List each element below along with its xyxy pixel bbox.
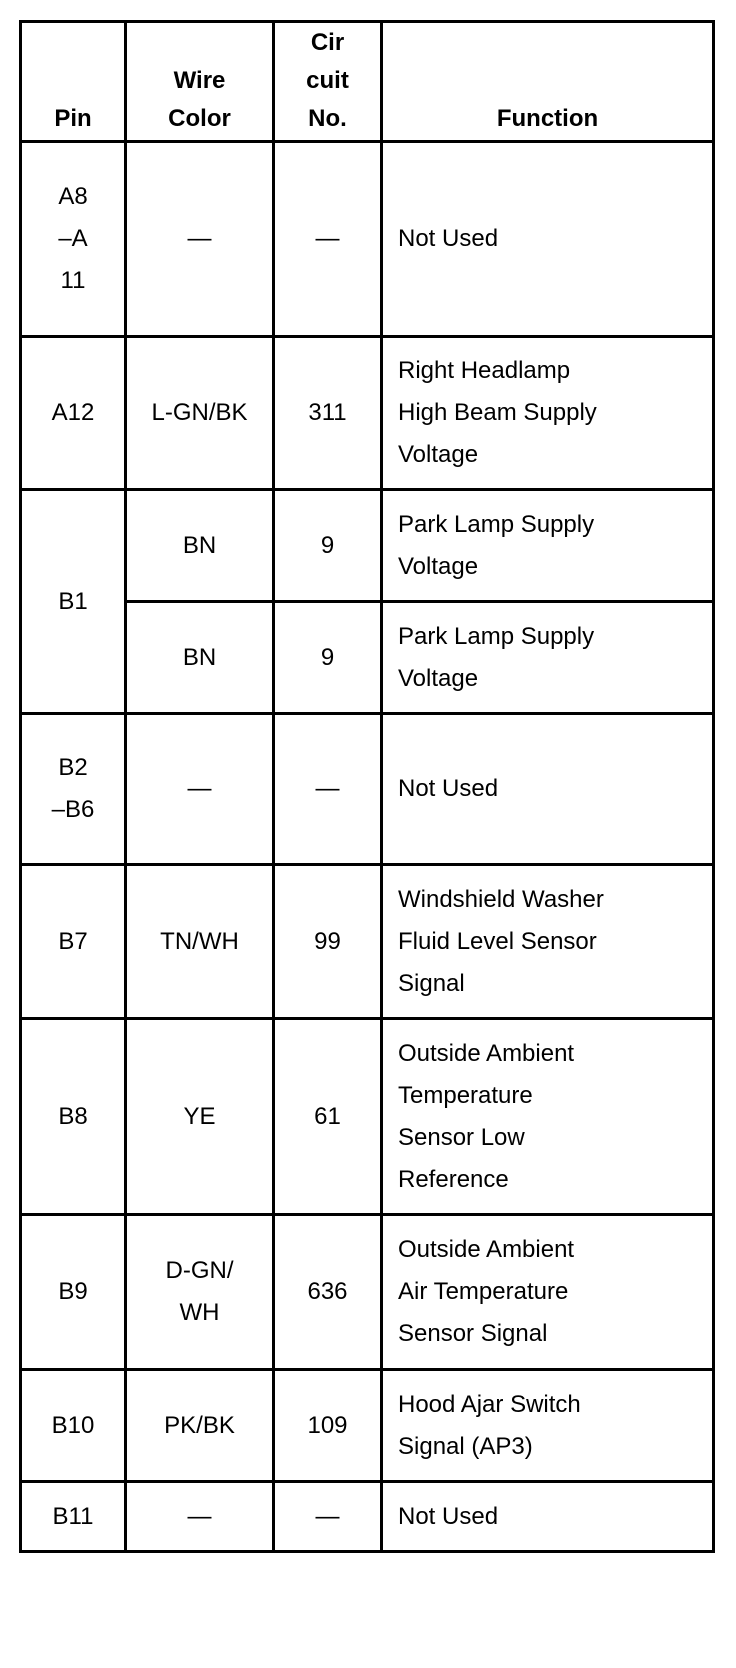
- function-cell: Hood Ajar Switch Signal (AP3): [382, 1370, 714, 1482]
- circuit-cell: 61: [274, 1019, 382, 1215]
- circuit-cell: —: [274, 142, 382, 337]
- wire-color-cell: TN/WH: [126, 865, 274, 1019]
- wire-color-cell: PK/BK: [126, 1370, 274, 1482]
- pin-cell: B1: [21, 490, 126, 714]
- wire-color-cell: BN: [126, 602, 274, 714]
- pin-cell: B2 –B6: [21, 714, 126, 865]
- connector-pinout-table-wrapper: [19, 20, 712, 1648]
- wire-color-cell: BN: [126, 490, 274, 602]
- wire-color-cell: YE: [126, 1019, 274, 1215]
- function-cell: Not Used: [382, 142, 714, 337]
- table-row: [21, 337, 714, 490]
- function-cell: Outside Ambient Air Temperature Sensor Signal: [382, 1215, 714, 1370]
- wire-color-cell: D-GN/ WH: [126, 1215, 274, 1370]
- function-cell: Windshield Washer Fluid Level Sensor Signal: [382, 865, 714, 1019]
- pin-cell: A12: [21, 337, 126, 490]
- function-cell: Park Lamp Supply Voltage: [382, 490, 714, 602]
- header-circuit-number: Cir cuit No.: [274, 22, 382, 142]
- function-cell: Park Lamp Supply Voltage: [382, 602, 714, 714]
- connector-pinout-table: [19, 20, 715, 1553]
- pin-cell: B10: [21, 1370, 126, 1482]
- circuit-cell: 9: [274, 490, 382, 602]
- pin-cell: B11: [21, 1482, 126, 1552]
- pin-cell: B9: [21, 1215, 126, 1370]
- circuit-cell: 99: [274, 865, 382, 1019]
- function-cell: Not Used: [382, 1482, 714, 1552]
- wire-color-cell: —: [126, 714, 274, 865]
- pin-cell: A8 –A 11: [21, 142, 126, 337]
- table-row: [21, 1215, 714, 1370]
- table-row: [21, 1019, 714, 1215]
- header-function: Function: [382, 22, 714, 142]
- header-pin: Pin: [21, 22, 126, 142]
- table-row: [21, 714, 714, 865]
- table-row: [21, 1482, 714, 1552]
- table-row: [21, 490, 714, 602]
- table-row: [21, 1370, 714, 1482]
- wire-color-cell: —: [126, 1482, 274, 1552]
- pin-cell: B7: [21, 865, 126, 1019]
- circuit-cell: 9: [274, 602, 382, 714]
- wire-color-cell: —: [126, 142, 274, 337]
- circuit-cell: —: [274, 1482, 382, 1552]
- function-cell: Not Used: [382, 714, 714, 865]
- circuit-cell: 636: [274, 1215, 382, 1370]
- circuit-cell: 311: [274, 337, 382, 490]
- function-cell: Outside Ambient Temperature Sensor Low Reference: [382, 1019, 714, 1215]
- table-row: [21, 865, 714, 1019]
- function-cell: Right Headlamp High Beam Supply Voltage: [382, 337, 714, 490]
- circuit-cell: —: [274, 714, 382, 865]
- circuit-cell: 109: [274, 1370, 382, 1482]
- header-wire-color: Wire Color: [126, 22, 274, 142]
- header-row: [21, 22, 714, 142]
- wire-color-cell: L-GN/BK: [126, 337, 274, 490]
- pin-cell: B8: [21, 1019, 126, 1215]
- table-row: [21, 142, 714, 337]
